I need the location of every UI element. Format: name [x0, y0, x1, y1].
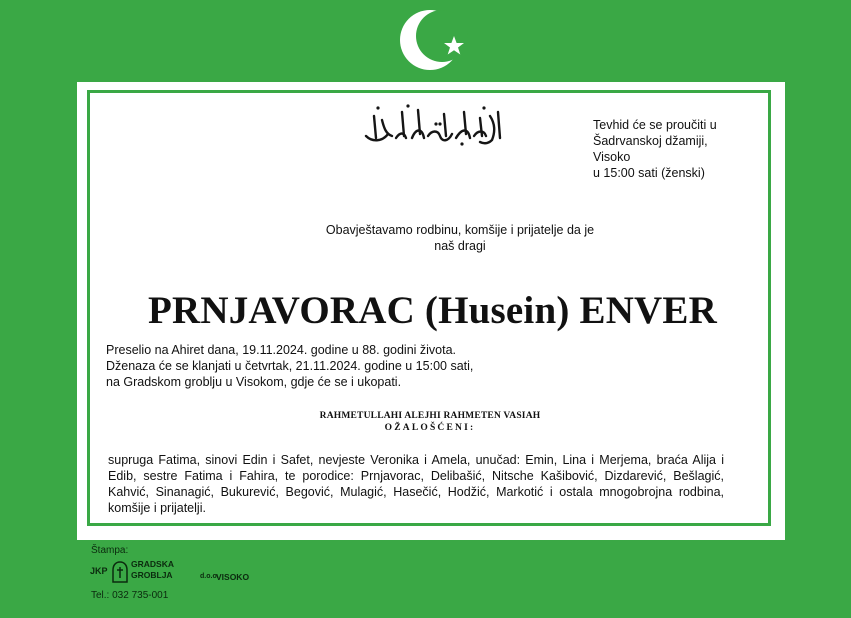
- tevhid-line: u 15:00 sati (ženski): [593, 166, 705, 180]
- logo-groblja: GROBLJA: [131, 570, 173, 580]
- logo-jkp: JKP: [90, 566, 108, 576]
- logo-visoko: VISOKO: [216, 572, 250, 582]
- print-label: Štampa:: [91, 545, 129, 556]
- family-list: supruga Fatima, sinovi Edin i Safet, nevjeste Veronika i Amela, unučad: Emin, Lina i Merjema, braća Alija i Edib, sestre Fatima i Fahira, te porodice: Prnjavorac, Delibašić, Nitsche Kašibović, Dizdarević, Bešlagić, Kahvić, Sinanagić, Bukurević, Begović, Mulagić, Hasečić, Hodžić, Markotić i ostala mnogobrojna rodbina, komšije i prijatelji.: [108, 453, 724, 515]
- tevhid-line: Šadrvanskoj džamiji, Visoko: [593, 134, 708, 164]
- date-line: Preselio na Ahiret dana, 19.11.2024. godine u 88. godini života.: [106, 343, 457, 357]
- logo-gradska: GRADSKA: [131, 559, 174, 569]
- arabic-calligraphy-icon: [358, 98, 508, 150]
- tevhid-line: Tevhid će se proučiti u: [593, 118, 717, 132]
- date-details: [106, 342, 506, 390]
- printer-phone: Tel.: 032 735-001: [91, 590, 169, 601]
- printer-logo: [90, 559, 250, 589]
- intro-text: [300, 222, 620, 254]
- cemetery-mark-icon: [112, 561, 128, 583]
- logo-name: [131, 559, 174, 581]
- date-line: na Gradskom groblju u Visokom, gdje će se i ukopati.: [106, 375, 402, 389]
- crescent-star-icon: [396, 6, 476, 74]
- intro-line: naš dragi: [434, 239, 486, 253]
- logo-doo: d.o.o.: [200, 573, 219, 580]
- date-line: Dženaza će se klanjati u četvrtak, 21.11.2024. godine u 15:00 sati,: [106, 359, 474, 373]
- mourners-heading: OŽALOŠĆENI:: [384, 423, 476, 433]
- tevhid-notice: [593, 117, 743, 181]
- deceased-name: PRNJAVORAC (Husein) ENVER: [147, 289, 718, 332]
- rahmet-block: [200, 410, 660, 434]
- intro-line: Obavještavamo rodbinu, komšije i prijatelje da je: [325, 223, 595, 237]
- rahmet-line: RAHMETULLAHI ALEJHI RAHMETEN VASIAH: [319, 411, 541, 421]
